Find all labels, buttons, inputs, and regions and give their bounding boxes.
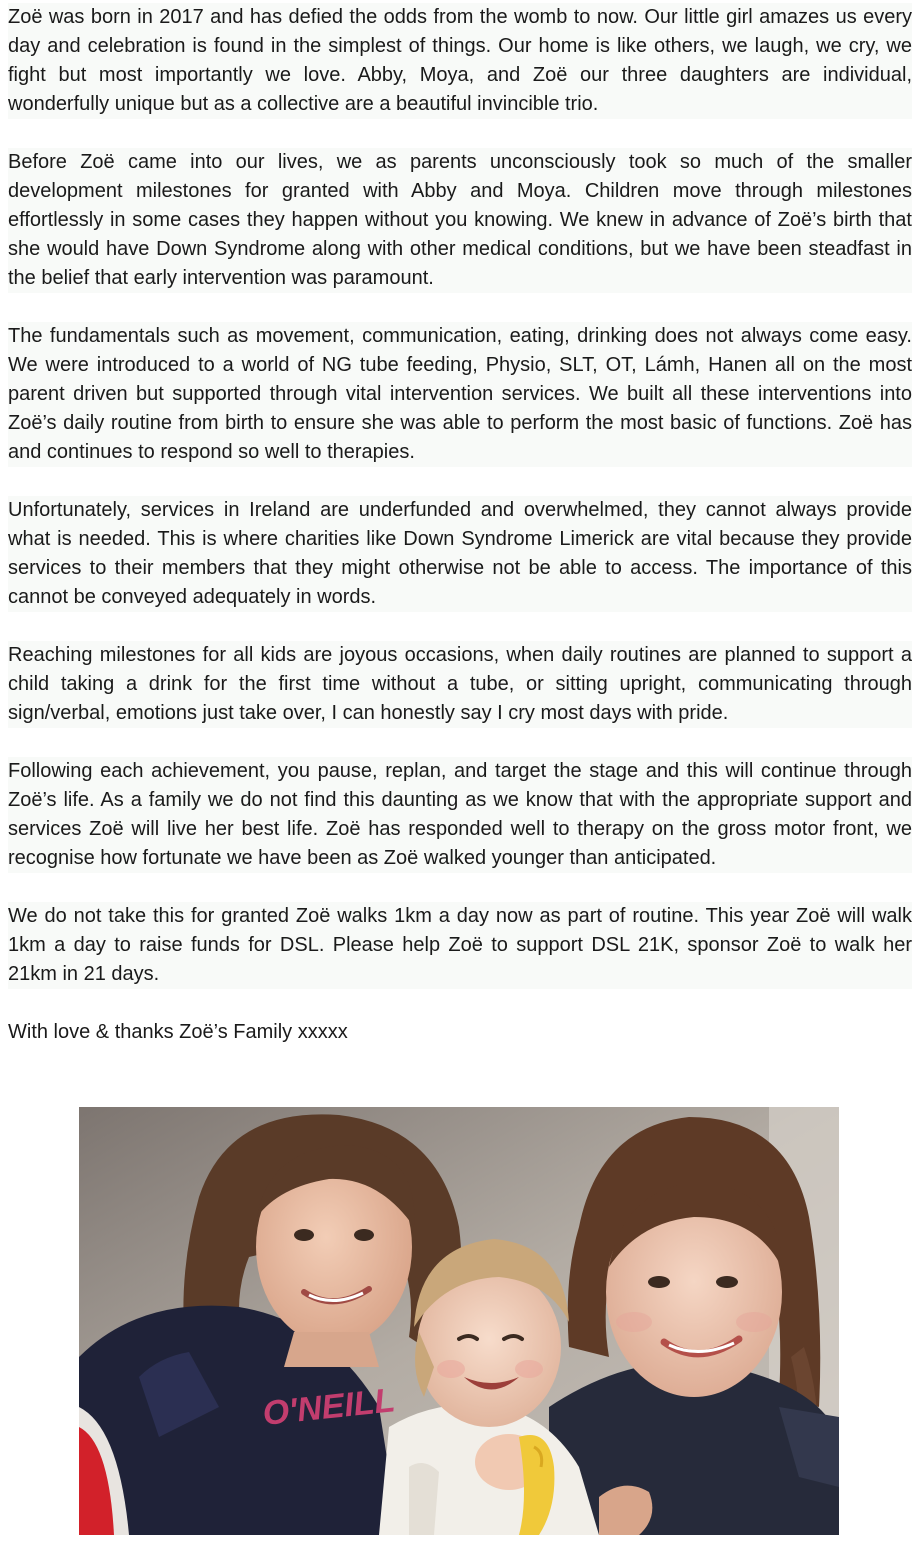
paragraph-birth: Zoë was born in 2017 and has defied the odds from the womb to now. Our little girl amazes us every day and celebration is found in the simplest of things. Our home is like others, we laugh, we cry, we fight but most importantly we love. Abby, Moya, and Zoë our three daughters are individual, wonderfully unique but as a collective are a beautiful invincible trio.: [8, 3, 912, 119]
paragraph-interventions: The fundamentals such as movement, communication, eating, drinking does not always come easy. We were introduced to a world of NG tube feeding, Physio, SLT, OT, Lámh, Hanen all on the most parent driven but supported through vital intervention services. We built all these interventions into Zoë’s daily routine from birth to ensure she was able to perform the most basic of functions. Zoë has and continues to respond so well to therapies.: [8, 322, 912, 467]
wetsuit-logo: O'NEILL: [260, 1381, 397, 1433]
story-text: [8, 3, 912, 1076]
paragraph-joyous-occasions: Reaching milestones for all kids are joyous occasions, when daily routines are planned to support a child taking a drink for the first time without a tube, or sitting upright, communicating through sign/verbal, emotions just take over, I can honestly say I cry most days with pride.: [8, 641, 912, 728]
paragraph-services: Unfortunately, services in Ireland are underfunded and overwhelmed, they cannot always provide what is needed. This is where charities like Down Syndrome Limerick are vital because they provide services to their members that they might otherwise not be able to access. The importance of this cannot be conveyed adequately in words.: [8, 496, 912, 612]
family-photo-illustration: [79, 1107, 839, 1535]
paragraph-achievement: Following each achievement, you pause, replan, and target the stage and this will continue through Zoë’s life. As a family we do not find this daunting as we know that with the appropriate support and services Zoë will live her best life. Zoë has responded well to therapy on the gross motor front, we recognise how fortunate we have been as Zoë walked younger than anticipated.: [8, 757, 912, 873]
family-photo: [79, 1107, 839, 1535]
paragraph-milestones: Before Zoë came into our lives, we as parents unconsciously took so much of the smaller development milestones for granted with Abby and Moya. Children move through milestones effortlessly in some cases they happen without you knowing. We knew in advance of Zoë’s birth that she would have Down Syndrome along with other medical conditions, but we have been steadfast in the belief that early intervention was paramount.: [8, 148, 912, 293]
paragraph-fundraiser: We do not take this for granted Zoë walks 1km a day now as part of routine. This year Zoë will walk 1km a day to raise funds for DSL. Please help Zoë to support DSL 21K, sponsor Zoë to walk her 21km in 21 days.: [8, 902, 912, 989]
signoff: With love & thanks Zoë’s Family xxxxx: [8, 1021, 348, 1043]
